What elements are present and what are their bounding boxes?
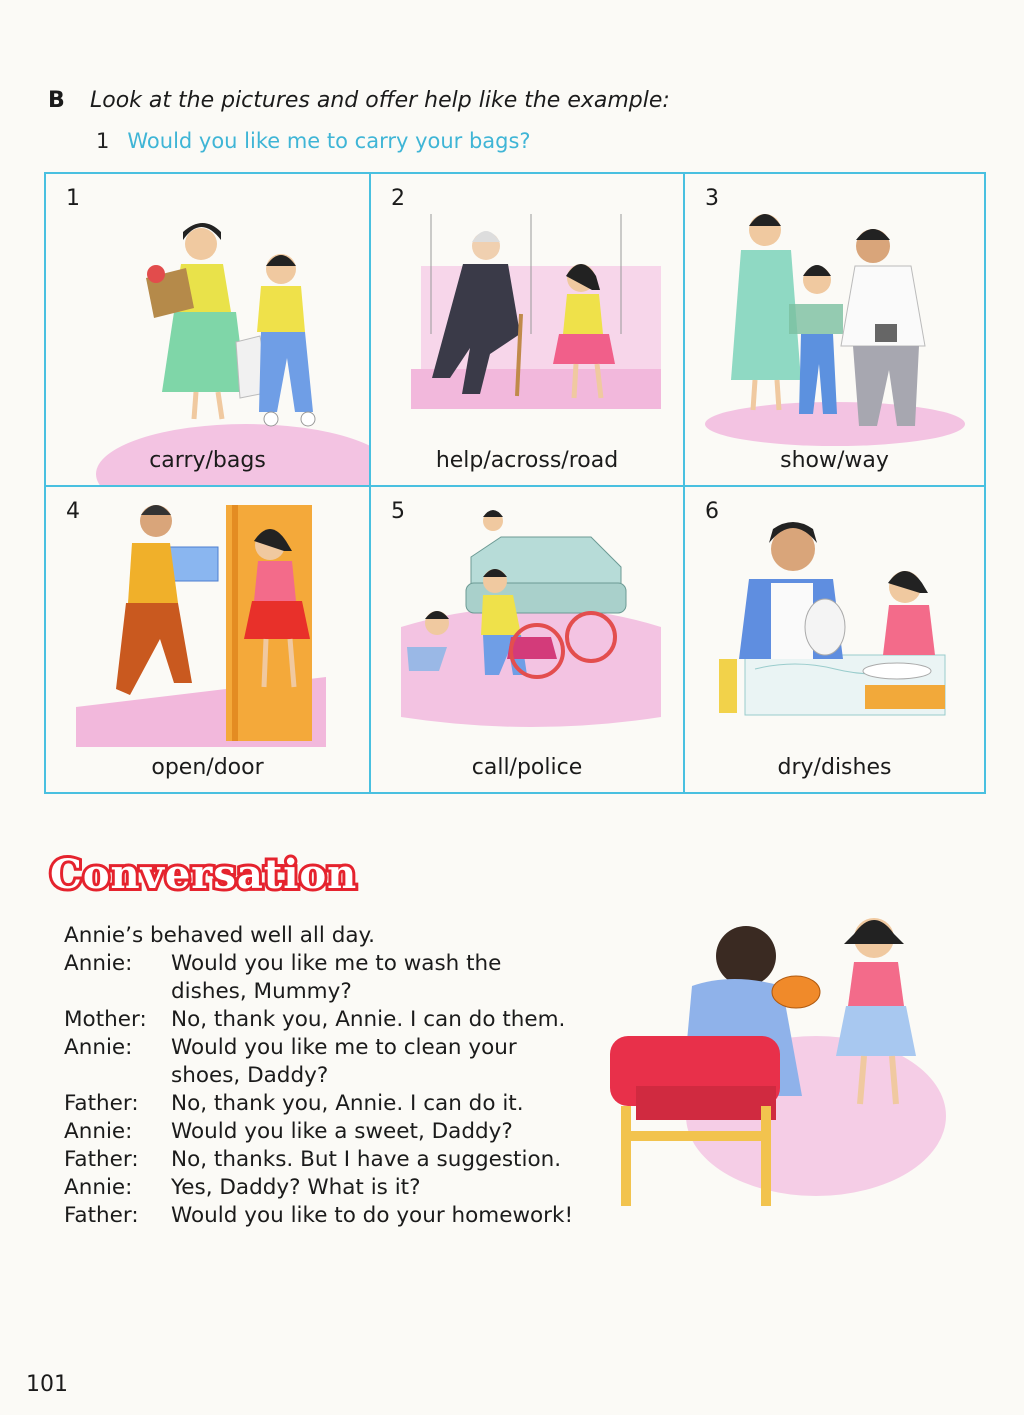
utterance: No, thank you, Annie. I can do them.	[171, 1007, 566, 1032]
utterance: Would you like me to clean your shoes, Daddy?	[171, 1035, 517, 1088]
speaker: Annie:	[64, 1175, 133, 1200]
open-door-illustration	[46, 487, 369, 792]
panel-number: 6	[705, 499, 719, 524]
utterance: No, thanks. But I have a suggestion.	[171, 1147, 562, 1172]
conversation-intro: Annie’s behaved well all day.	[64, 923, 376, 948]
dialogue-line	[64, 1202, 604, 1230]
utterance: Yes, Daddy? What is it?	[171, 1175, 421, 1200]
example-line	[96, 126, 948, 156]
armchair-scene	[596, 906, 956, 1226]
panel-caption: open/door	[151, 755, 264, 780]
panel-caption: help/across/road	[435, 448, 619, 473]
help-across-road-illustration	[371, 174, 683, 485]
speaker: Father:	[64, 1203, 139, 1228]
conversation-dialogue	[64, 922, 604, 1230]
dialogue-line	[64, 1146, 604, 1174]
panel-number: 3	[705, 186, 719, 211]
dry-dishes-illustration	[685, 487, 984, 792]
panel-4	[46, 487, 371, 792]
call-police-illustration	[371, 487, 683, 792]
panel-caption: show/way	[780, 448, 889, 473]
conversation-title-text: Conversation	[50, 851, 358, 898]
father-daughter-illustration	[596, 906, 956, 1226]
speaker: Annie:	[64, 1119, 133, 1144]
dialogue-line	[64, 950, 604, 1006]
dialogue-line	[64, 1034, 604, 1090]
show-way-illustration	[685, 174, 984, 485]
example-sentence: Would you like me to carry your bags?	[127, 129, 531, 153]
speaker: Annie:	[64, 1035, 133, 1060]
exercise-b	[48, 86, 948, 156]
dialogue-line	[64, 1090, 604, 1118]
exercise-instruction: Look at the pictures and offer help like the example:	[90, 88, 670, 113]
panel-caption: carry/bags	[149, 448, 266, 473]
utterance: No, thank you, Annie. I can do it.	[171, 1091, 524, 1116]
utterance: Would you like to do your homework!	[171, 1203, 574, 1228]
utterance: Would you like me to wash the dishes, Mummy?	[171, 951, 502, 1004]
panel-5	[371, 487, 685, 792]
exercise-heading	[48, 86, 948, 116]
panel-2	[371, 174, 685, 487]
panel-1	[46, 174, 371, 487]
exercise-letter: B	[48, 88, 65, 113]
dialogue-line	[64, 1006, 604, 1034]
panel-6	[685, 487, 984, 792]
panel-number: 5	[391, 499, 405, 524]
speaker: Mother:	[64, 1007, 147, 1032]
panel-caption: call/police	[471, 755, 583, 780]
carry-bags-illustration	[46, 174, 369, 485]
dialogue-line	[64, 1174, 604, 1202]
picture-grid	[44, 172, 986, 794]
dialogue-line	[64, 1118, 604, 1146]
panel-3	[685, 174, 984, 487]
panel-number: 2	[391, 186, 405, 211]
utterance: Would you like a sweet, Daddy?	[171, 1119, 513, 1144]
speaker: Father:	[64, 1147, 139, 1172]
example-number: 1	[96, 129, 110, 153]
page-number: 101	[26, 1372, 68, 1397]
panel-number: 4	[66, 499, 80, 524]
speaker: Father:	[64, 1091, 139, 1116]
conversation-title-lettering	[44, 846, 374, 900]
conversation-title	[44, 846, 374, 900]
panel-caption: dry/dishes	[777, 755, 892, 780]
speaker: Annie:	[64, 951, 133, 976]
panel-number: 1	[66, 186, 80, 211]
